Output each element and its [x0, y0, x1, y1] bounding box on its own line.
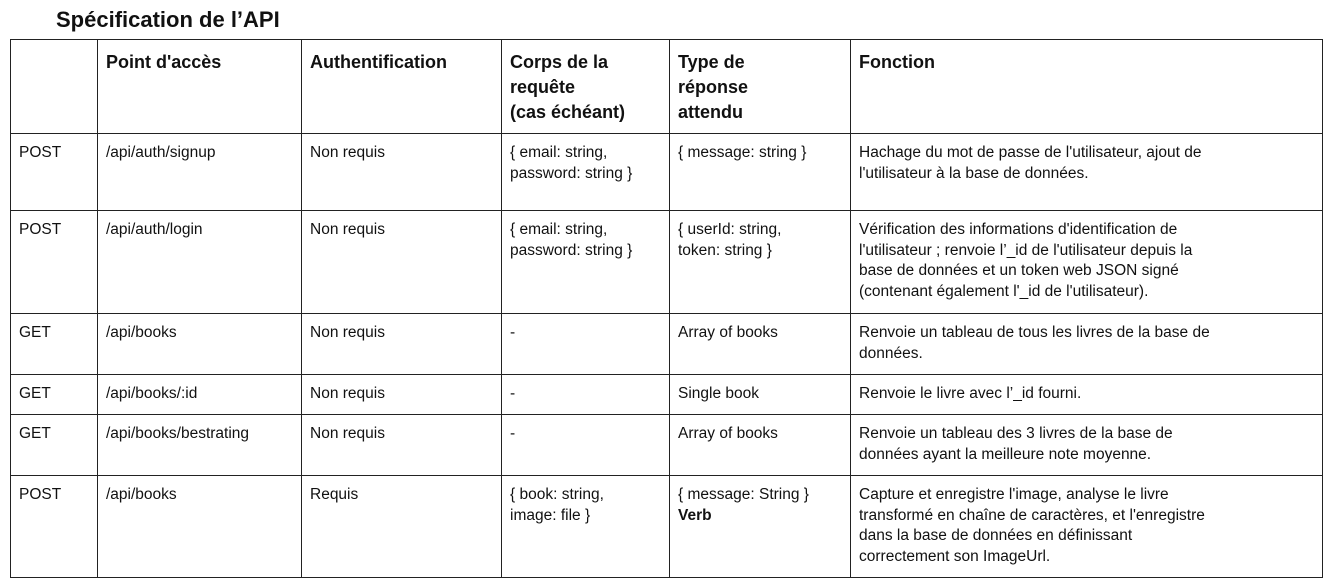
cell-function-line: dans la base de données en définissant — [859, 527, 1133, 544]
cell-function — [851, 476, 1323, 578]
cell-function-line: Renvoie le livre avec l’_id fourni. — [859, 385, 1082, 402]
cell-function-line: Capture et enregistre l'image, analyse le livre — [859, 486, 1169, 503]
cell-body-line: password: string } — [510, 164, 633, 182]
cell-function-line: l'utilisateur ; renvoie l’_id de l'utilisateur depuis la — [859, 241, 1193, 259]
header-body-line: (cas échéant) — [510, 102, 626, 122]
cell-function — [851, 134, 1323, 211]
table-row — [11, 476, 1323, 578]
header-body — [502, 40, 670, 134]
cell-function-line: Hachage du mot de passe de l'utilisateur, ajout de — [859, 144, 1202, 161]
cell-method: POST — [11, 134, 98, 211]
cell-body — [502, 211, 670, 314]
cell-endpoint: /api/books — [98, 476, 302, 578]
table-header-row — [11, 40, 1323, 134]
cell-function-line: l'utilisateur à la base de données. — [859, 164, 1089, 182]
table-row — [11, 375, 1323, 415]
header-response-line: réponse — [678, 77, 749, 97]
cell-endpoint: /api/books/bestrating — [98, 415, 302, 476]
header-endpoint: Point d'accès — [98, 40, 302, 134]
cell-body-line: image: file } — [510, 506, 591, 524]
cell-response — [670, 375, 851, 415]
cell-function — [851, 375, 1323, 415]
cell-auth: Non requis — [302, 211, 502, 314]
cell-body-line: - — [510, 425, 516, 442]
cell-response-line: Single book — [678, 385, 760, 402]
cell-response-line: Array of books — [678, 324, 778, 341]
cell-response — [670, 314, 851, 375]
cell-response — [670, 476, 851, 578]
cell-body-line: password: string } — [510, 241, 633, 259]
cell-auth: Non requis — [302, 415, 502, 476]
cell-body — [502, 415, 670, 476]
cell-endpoint: /api/auth/login — [98, 211, 302, 314]
cell-method: GET — [11, 314, 98, 375]
header-body-line: Corps de la — [510, 52, 609, 72]
cell-auth: Non requis — [302, 314, 502, 375]
cell-response-line: token: string } — [678, 241, 772, 259]
cell-response-line: { userId: string, — [678, 221, 782, 238]
cell-function-line: Renvoie un tableau de tous les livres de la base de — [859, 324, 1210, 341]
cell-function-line: transformé en chaîne de caractères, et l'enregistre — [859, 506, 1205, 524]
cell-response-line: Array of books — [678, 425, 778, 442]
cell-auth: Non requis — [302, 134, 502, 211]
cell-function-line: (contenant également l'_id de l'utilisateur). — [859, 282, 1149, 300]
cell-function-line: données. — [859, 344, 923, 362]
cell-body — [502, 134, 670, 211]
cell-response — [670, 415, 851, 476]
cell-body-line: { book: string, — [510, 486, 604, 503]
cell-function-line: Vérification des informations d'identification de — [859, 221, 1178, 238]
table-row — [11, 314, 1323, 375]
header-response-line: attendu — [678, 102, 743, 122]
table-row — [11, 415, 1323, 476]
table-row — [11, 211, 1323, 314]
page-title: Spécification de l’API — [56, 7, 280, 32]
cell-response-line: { message: String } — [678, 486, 809, 503]
cell-auth: Requis — [302, 476, 502, 578]
cell-function-line: Renvoie un tableau des 3 livres de la base de — [859, 425, 1173, 442]
cell-function — [851, 211, 1323, 314]
header-auth: Authentification — [302, 40, 502, 134]
cell-response — [670, 134, 851, 211]
header-body-line: requête — [510, 77, 576, 97]
cell-body — [502, 476, 670, 578]
cell-function — [851, 415, 1323, 476]
cell-endpoint: /api/books/:id — [98, 375, 302, 415]
cell-method: GET — [11, 415, 98, 476]
cell-auth: Non requis — [302, 375, 502, 415]
cell-function-line: correctement son ImageUrl. — [859, 547, 1051, 565]
header-function: Fonction — [851, 40, 1323, 134]
cell-method: POST — [11, 476, 98, 578]
cell-method: GET — [11, 375, 98, 415]
cell-endpoint: /api/auth/signup — [98, 134, 302, 211]
cell-body — [502, 314, 670, 375]
cell-response — [670, 211, 851, 314]
cell-function-line: données ayant la meilleure note moyenne. — [859, 445, 1152, 463]
api-spec-table — [10, 39, 1323, 578]
cell-endpoint: /api/books — [98, 314, 302, 375]
cell-function — [851, 314, 1323, 375]
cell-body — [502, 375, 670, 415]
cell-body-line: { email: string, — [510, 144, 608, 161]
cell-body-line: { email: string, — [510, 221, 608, 238]
cell-method: POST — [11, 211, 98, 314]
cell-function-line: base de données et un token web JSON signé — [859, 262, 1179, 279]
header-response-line: Type de — [678, 52, 745, 72]
cell-body-line: - — [510, 385, 516, 402]
header-response — [670, 40, 851, 134]
cell-response-bold-line: Verb — [678, 506, 712, 524]
cell-response-line: { message: string } — [678, 144, 807, 161]
cell-body-line: - — [510, 324, 516, 341]
table-row — [11, 134, 1323, 211]
header-method — [11, 40, 98, 134]
